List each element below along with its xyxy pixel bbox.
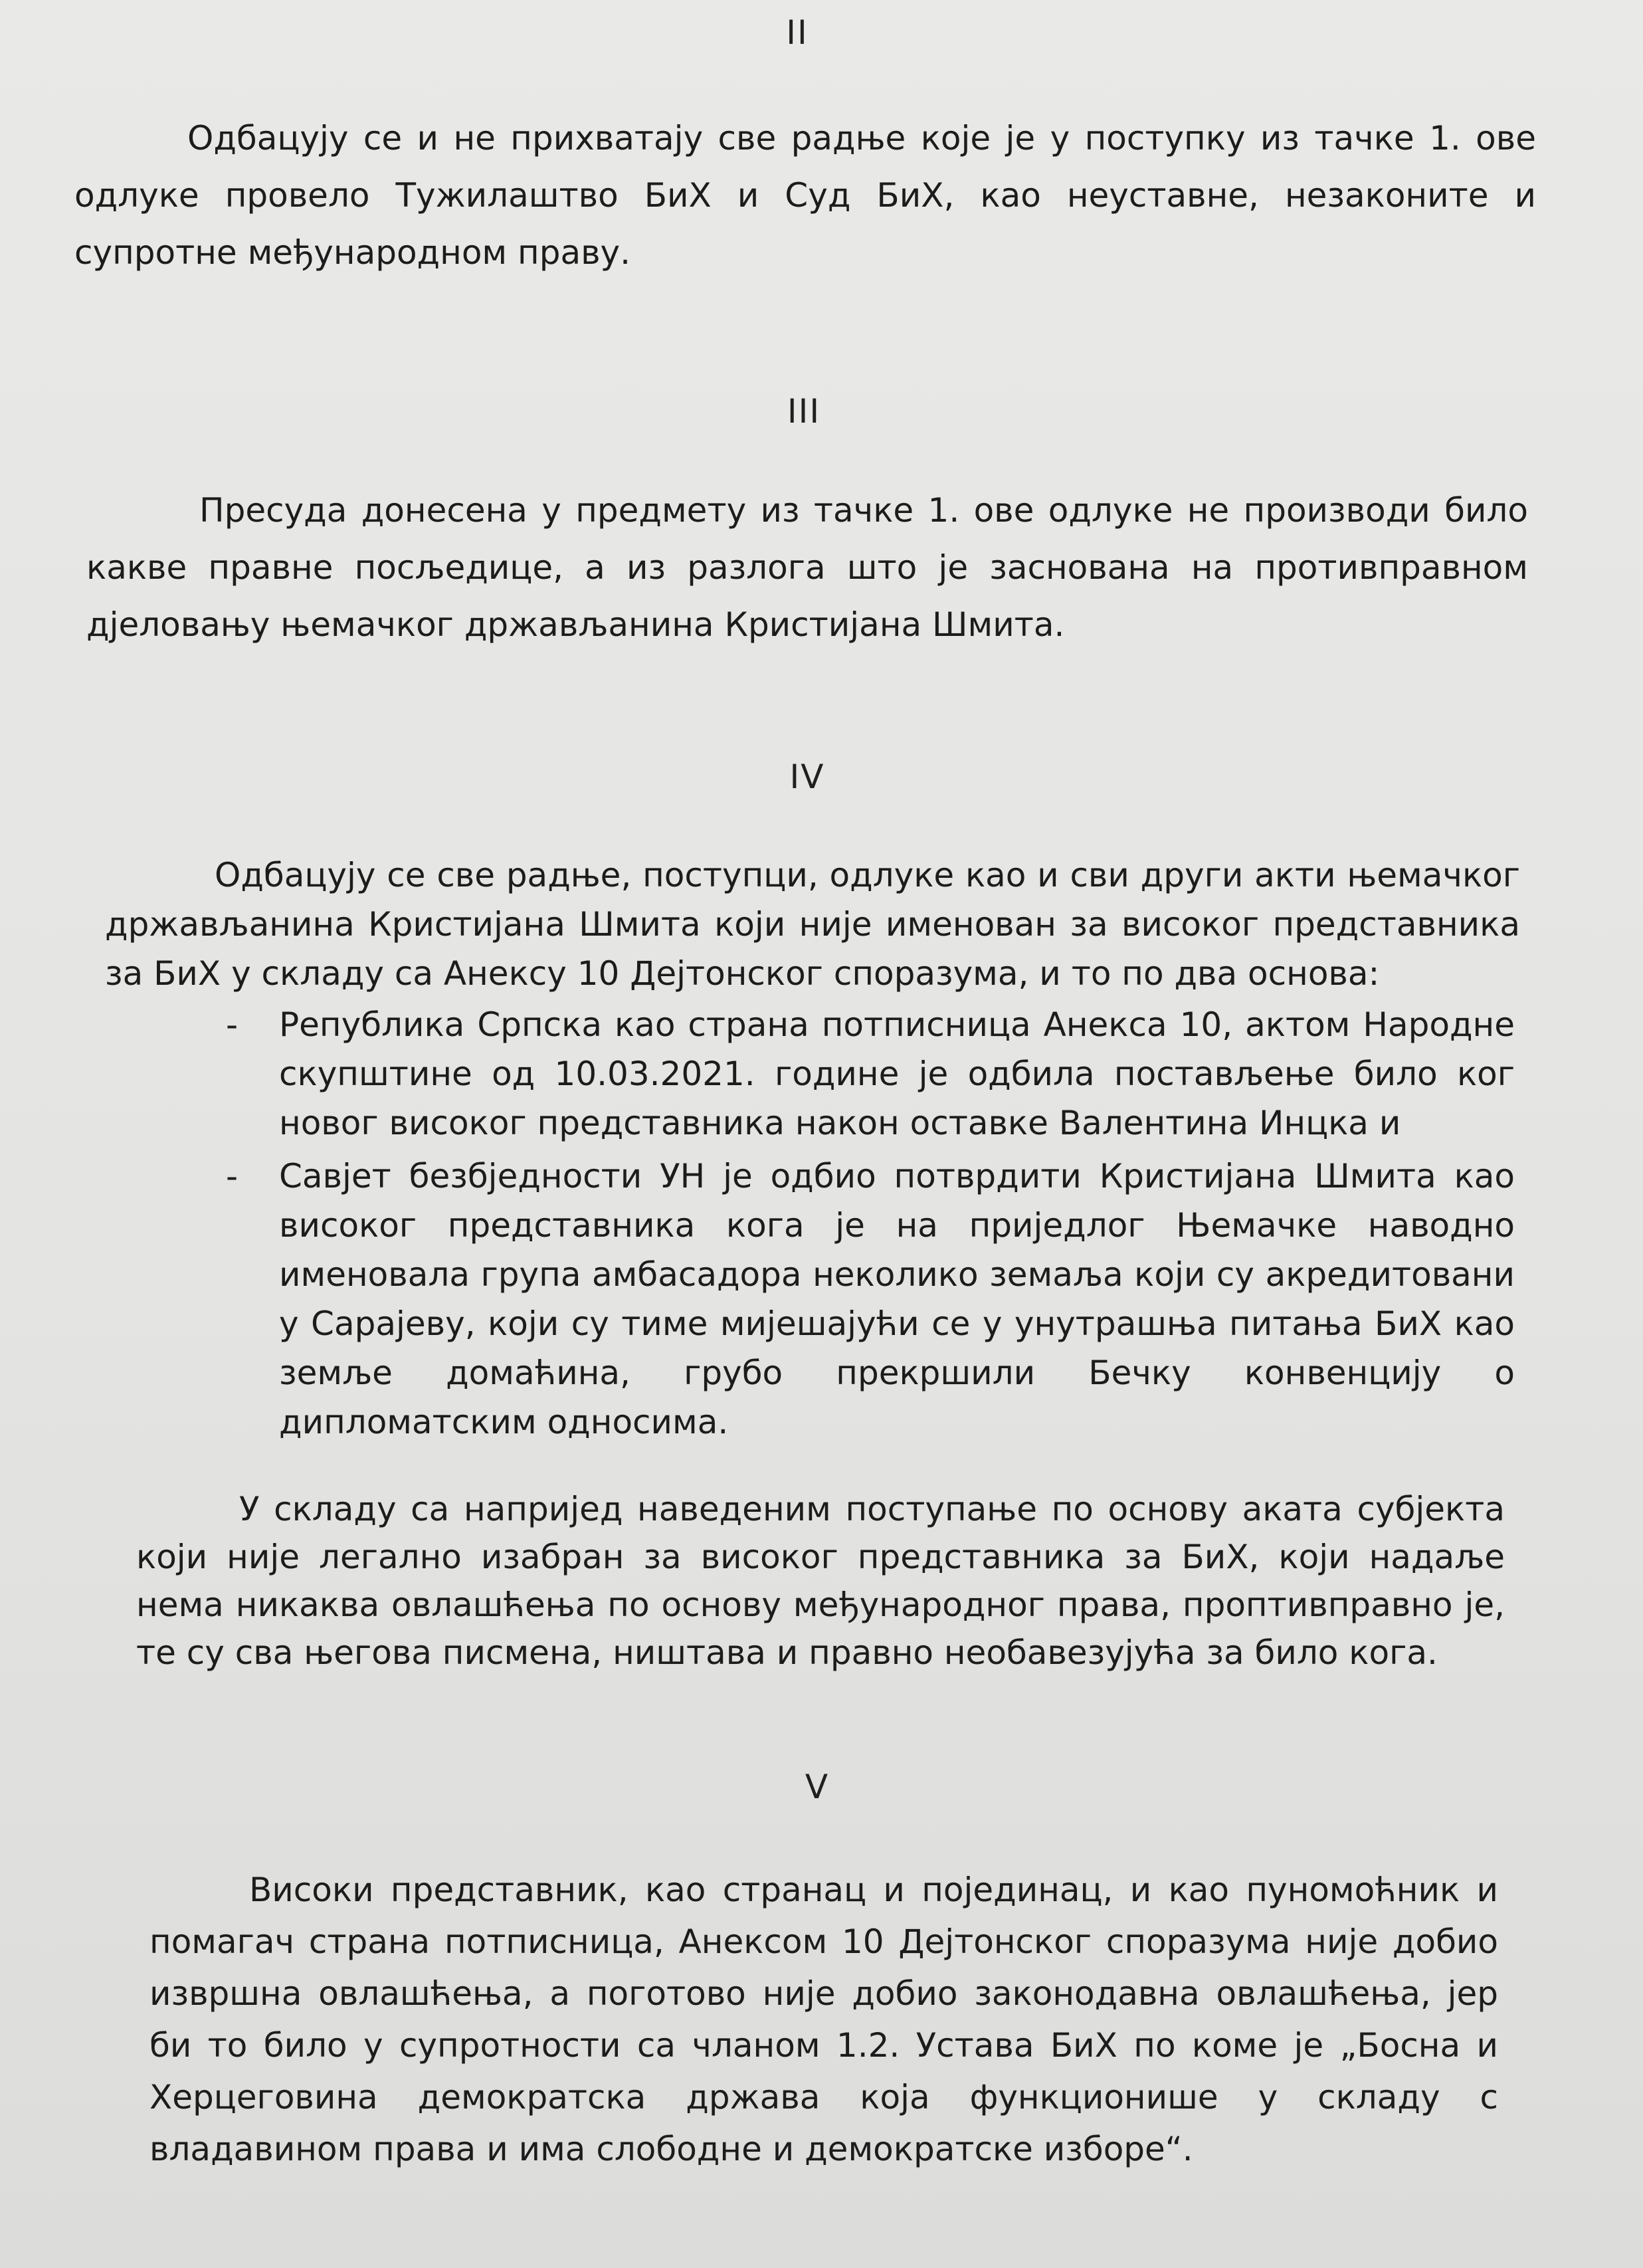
- section-iv-bullet-1: [226, 1000, 1515, 1148]
- section-ii-paragraph: Одбацују се и не прихватају све радње које је у поступку из тачке 1. ове одлуке провело Тужилаштво БиХ и Суд БиХ, као неуставне, незаконите и супротне међународном праву.: [74, 119, 1536, 272]
- section-heading-ii: II: [786, 13, 809, 52]
- section-iii-paragraph: Пресуда донесена у предмету из тачке 1. ове одлуке не производи било какве правне посљедице, а из разлога што је заснована на противправном дјеловању њемачког држављанина Кристијана Шмита.: [86, 491, 1528, 644]
- section-iv-paragraph: Одбацују се све радње, поступци, одлуке као и сви други акти њемачког држављанина Кристијана Шмита који није именован за високог представника за БиХ у складу са Анексу 10 Дејтонског споразума, и то по два основа:: [105, 856, 1520, 993]
- section-iv-bullet-2: [226, 1152, 1515, 1447]
- section-heading-iii: III: [787, 392, 821, 431]
- section-heading-iv: IV: [789, 758, 825, 796]
- section-v-paragraph: Високи представник, као странац и појединац, и као пуномоћник и помагач страна потписница, Анексом 10 Дејтонског споразума није добио извршна овлашћења, а поготово није добио законодавна овлашћења, јер би то било у супротности са чланом 1.2. Устава БиХ по коме је „Босна и Херцеговина демократска држава која функционише у складу с владавином права и има слободне и демократске изборе“.: [149, 1871, 1498, 2168]
- section-iv-closing-paragraph: У складу са напријед наведеним поступање по основу аката субјекта који није легално изабран за високог представника за БиХ, који надаље нема никаква овлашћења по основу међународног права, проптивправно је, те су сва његова писмена, ништава и правно необавезујућа за било кога.: [136, 1490, 1505, 1672]
- section-iv-bullet-1-text: Република Српска као страна потписница Анекса 10, актом Народне скупштине од 10.03.2021. године је одбила постављење било ког новог високог представника након оставке Валентина Инцка и: [279, 1005, 1515, 1142]
- section-iv-bullet-list: [226, 1000, 1515, 1447]
- bullet-dash: -: [226, 1157, 239, 1195]
- bullet-dash: -: [226, 1005, 239, 1044]
- section-iv-bullet-2-text: Савјет безбједности УН је одбио потврдити Кристијана Шмита као високог представника кога је на приједлог Њемачке наводно именовала група амбасадора неколико земаља који су акредитовани у Сарајеву, који су тиме мијешајући се у унутрашња питања БиХ као земље домаћина, грубо прекршили Бечку конвенцију о дипломатским односима.: [279, 1157, 1515, 1441]
- section-heading-v: V: [805, 1768, 830, 1806]
